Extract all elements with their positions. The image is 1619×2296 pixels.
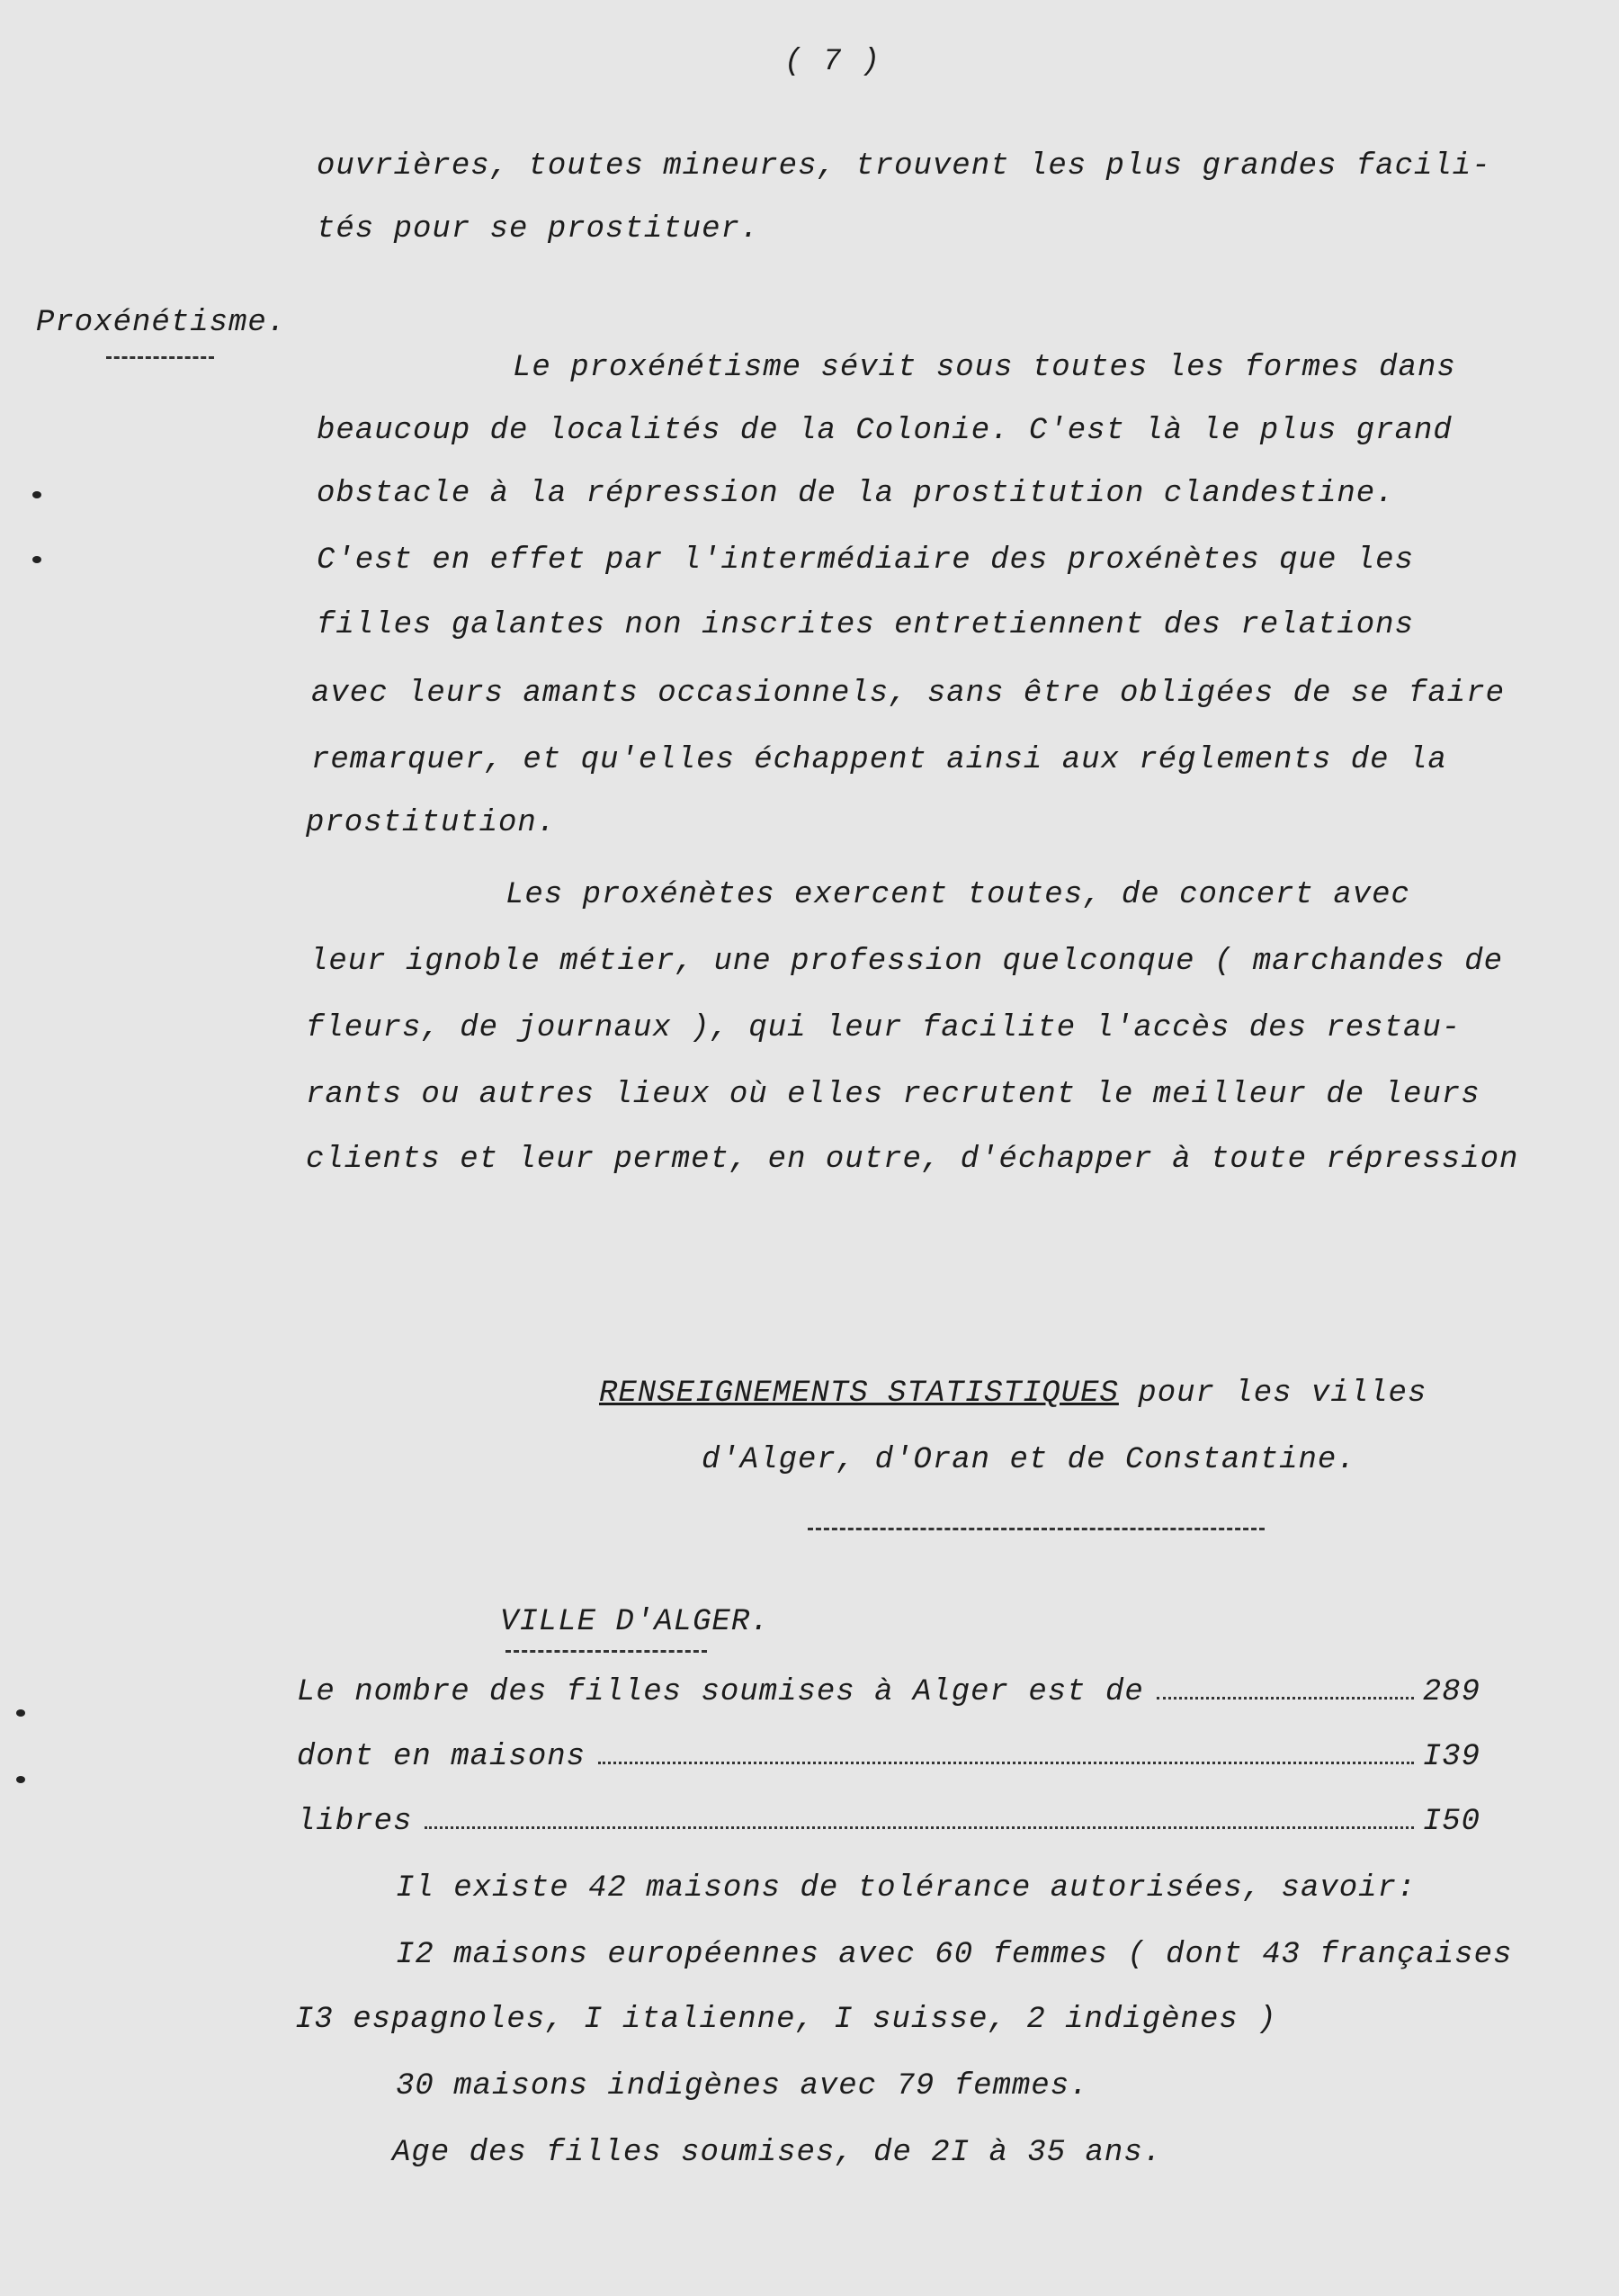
stats-heading-line-2: d'Alger, d'Oran et de Constantine. bbox=[702, 1443, 1356, 1477]
para2-line-4: rants ou autres lieux où elles recrutent le meilleur de leurs bbox=[306, 1078, 1480, 1112]
leader-dots bbox=[1157, 1697, 1414, 1700]
para1-line-8: prostitution. bbox=[306, 806, 557, 840]
side-heading: Proxénétisme. bbox=[36, 306, 287, 340]
leader-dots bbox=[598, 1762, 1414, 1764]
alger-para-1: Il existe 42 maisons de tolérance autorisées, savoir: bbox=[396, 1871, 1417, 1906]
para2-line-3: fleurs, de journaux ), qui leur facilite l'accès des restau- bbox=[306, 1011, 1462, 1045]
side-heading-underline bbox=[106, 356, 214, 359]
stats-heading-rest: pour les villes bbox=[1118, 1377, 1427, 1411]
row-label: libres bbox=[297, 1805, 413, 1839]
para1-line-4: C'est en effet par l'intermédiaire des proxénètes que les bbox=[317, 543, 1414, 578]
row-label: dont en maisons bbox=[297, 1740, 586, 1774]
alger-row-total bbox=[297, 1675, 1480, 1709]
margin-mark bbox=[32, 556, 41, 563]
row-label: Le nombre des filles soumises à Alger est de bbox=[297, 1675, 1144, 1709]
para2-line-1: Les proxénètes exercent toutes, de concert avec bbox=[505, 878, 1410, 912]
stats-heading-line-1 bbox=[599, 1377, 1427, 1411]
alger-row-maisons bbox=[297, 1740, 1480, 1774]
alger-title-underline bbox=[505, 1650, 707, 1653]
alger-para-4: Age des filles soumises, de 2I à 35 ans. bbox=[392, 2136, 1163, 2170]
intro-line-2: tés pour se prostituer. bbox=[317, 212, 760, 247]
alger-para-2a: I2 maisons européennes avec 60 femmes ( dont 43 françaises bbox=[396, 1938, 1513, 1972]
page-number: ( 7 ) bbox=[784, 45, 881, 79]
stats-heading-divider bbox=[808, 1528, 1265, 1530]
alger-para-2b: I3 espagnoles, I italienne, I suisse, 2 indigènes ) bbox=[295, 2003, 1277, 2037]
margin-mark bbox=[16, 1709, 25, 1717]
margin-mark bbox=[32, 491, 41, 498]
para1-line-3: obstacle à la répression de la prostitution clandestine. bbox=[317, 477, 1395, 511]
alger-title: VILLE D'ALGER. bbox=[500, 1605, 770, 1639]
margin-mark bbox=[16, 1776, 25, 1783]
para1-line-7: remarquer, et qu'elles échappent ainsi aux réglements de la bbox=[311, 743, 1447, 777]
para2-line-5: clients et leur permet, en outre, d'échapper à toute répression bbox=[306, 1143, 1519, 1177]
alger-para-3: 30 maisons indigènes avec 79 femmes. bbox=[396, 2069, 1089, 2103]
intro-line-1: ouvrières, toutes mineures, trouvent les plus grandes facili- bbox=[317, 149, 1491, 184]
stats-heading-underlined: RENSEIGNEMENTS STATISTIQUES bbox=[599, 1377, 1119, 1411]
alger-row-libres bbox=[297, 1805, 1480, 1839]
row-value: 289 bbox=[1422, 1675, 1480, 1709]
leader-dots bbox=[425, 1826, 1413, 1829]
para1-line-1: Le proxénétisme sévit sous toutes les formes dans bbox=[513, 351, 1456, 385]
para2-line-2: leur ignoble métier, une profession quelconque ( marchandes de bbox=[309, 945, 1504, 979]
row-value: I50 bbox=[1422, 1805, 1480, 1839]
para1-line-6: avec leurs amants occasionnels, sans être obligées de se faire bbox=[311, 677, 1506, 711]
para1-line-2: beaucoup de localités de la Colonie. C'est là le plus grand bbox=[317, 414, 1453, 448]
para1-line-5: filles galantes non inscrites entretiennent des relations bbox=[317, 608, 1414, 642]
row-value: I39 bbox=[1422, 1740, 1480, 1774]
